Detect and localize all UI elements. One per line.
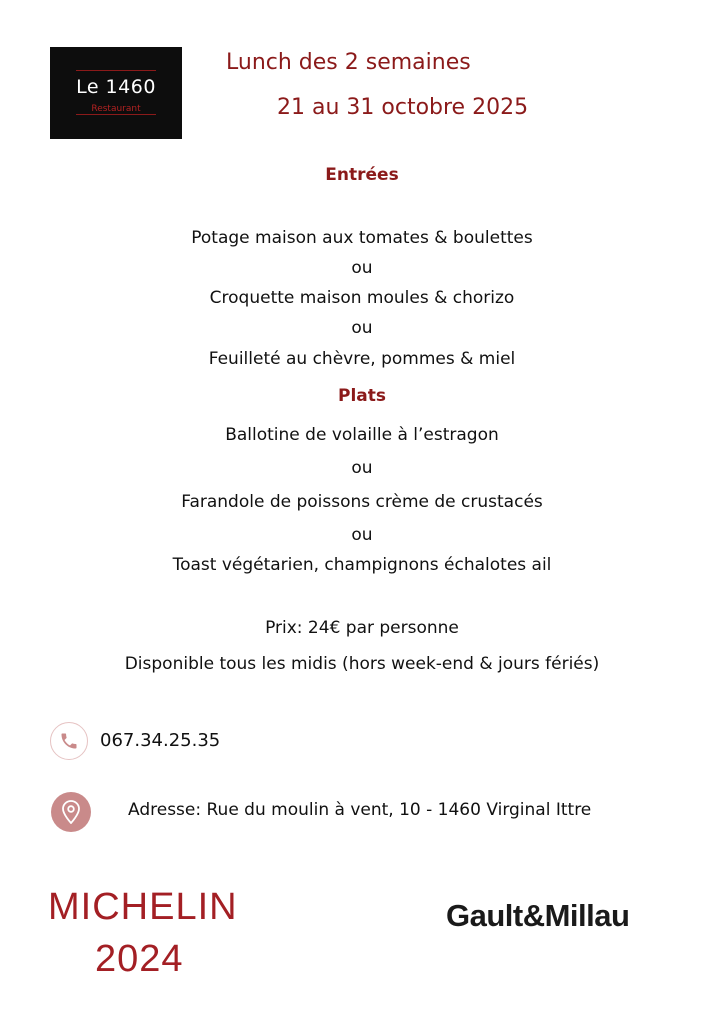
header-title: Lunch des 2 semaines <box>226 50 471 75</box>
restaurant-logo <box>50 47 182 139</box>
entree-item: Potage maison aux tomates & boulettes <box>191 228 533 248</box>
menu-separator: ou <box>351 318 373 338</box>
logo-top-rule <box>76 70 156 71</box>
phone-icon <box>50 722 88 760</box>
map-pin-icon <box>51 792 91 832</box>
entree-item: Croquette maison moules & chorizo <box>209 288 515 308</box>
menu-separator: ou <box>351 258 373 278</box>
plats-heading: Plats <box>337 386 386 406</box>
plat-item: Toast végétarien, champignons échalotes ail <box>172 555 552 575</box>
michelin-year: 2024 <box>95 938 184 980</box>
menu-separator: ou <box>351 458 373 478</box>
address-text: Adresse: Rue du moulin à vent, 10 - 1460 Virginal Ittre <box>128 800 592 820</box>
logo-name: Le 1460 <box>76 76 156 98</box>
price-text: Prix: 24€ par personne <box>265 618 459 638</box>
availability-text: Disponible tous les midis (hors week-end & jours fériés) <box>124 654 600 674</box>
plat-item: Farandole de poissons crème de crustacés <box>181 492 543 512</box>
entree-item: Feuilleté au chèvre, pommes & miel <box>208 349 516 369</box>
plat-item: Ballotine de volaille à l’estragon <box>225 425 499 445</box>
logo-subtitle: Restaurant <box>91 104 141 114</box>
entrees-heading: Entrées <box>325 165 399 185</box>
phone-number: 067.34.25.35 <box>100 730 221 751</box>
header-dates: 21 au 31 octobre 2025 <box>277 95 529 120</box>
michelin-label: MICHELIN <box>48 886 238 928</box>
menu-separator: ou <box>351 525 373 545</box>
logo-bottom-rule <box>76 114 156 115</box>
gault-millau-logo: Gault&Millau <box>446 898 630 933</box>
